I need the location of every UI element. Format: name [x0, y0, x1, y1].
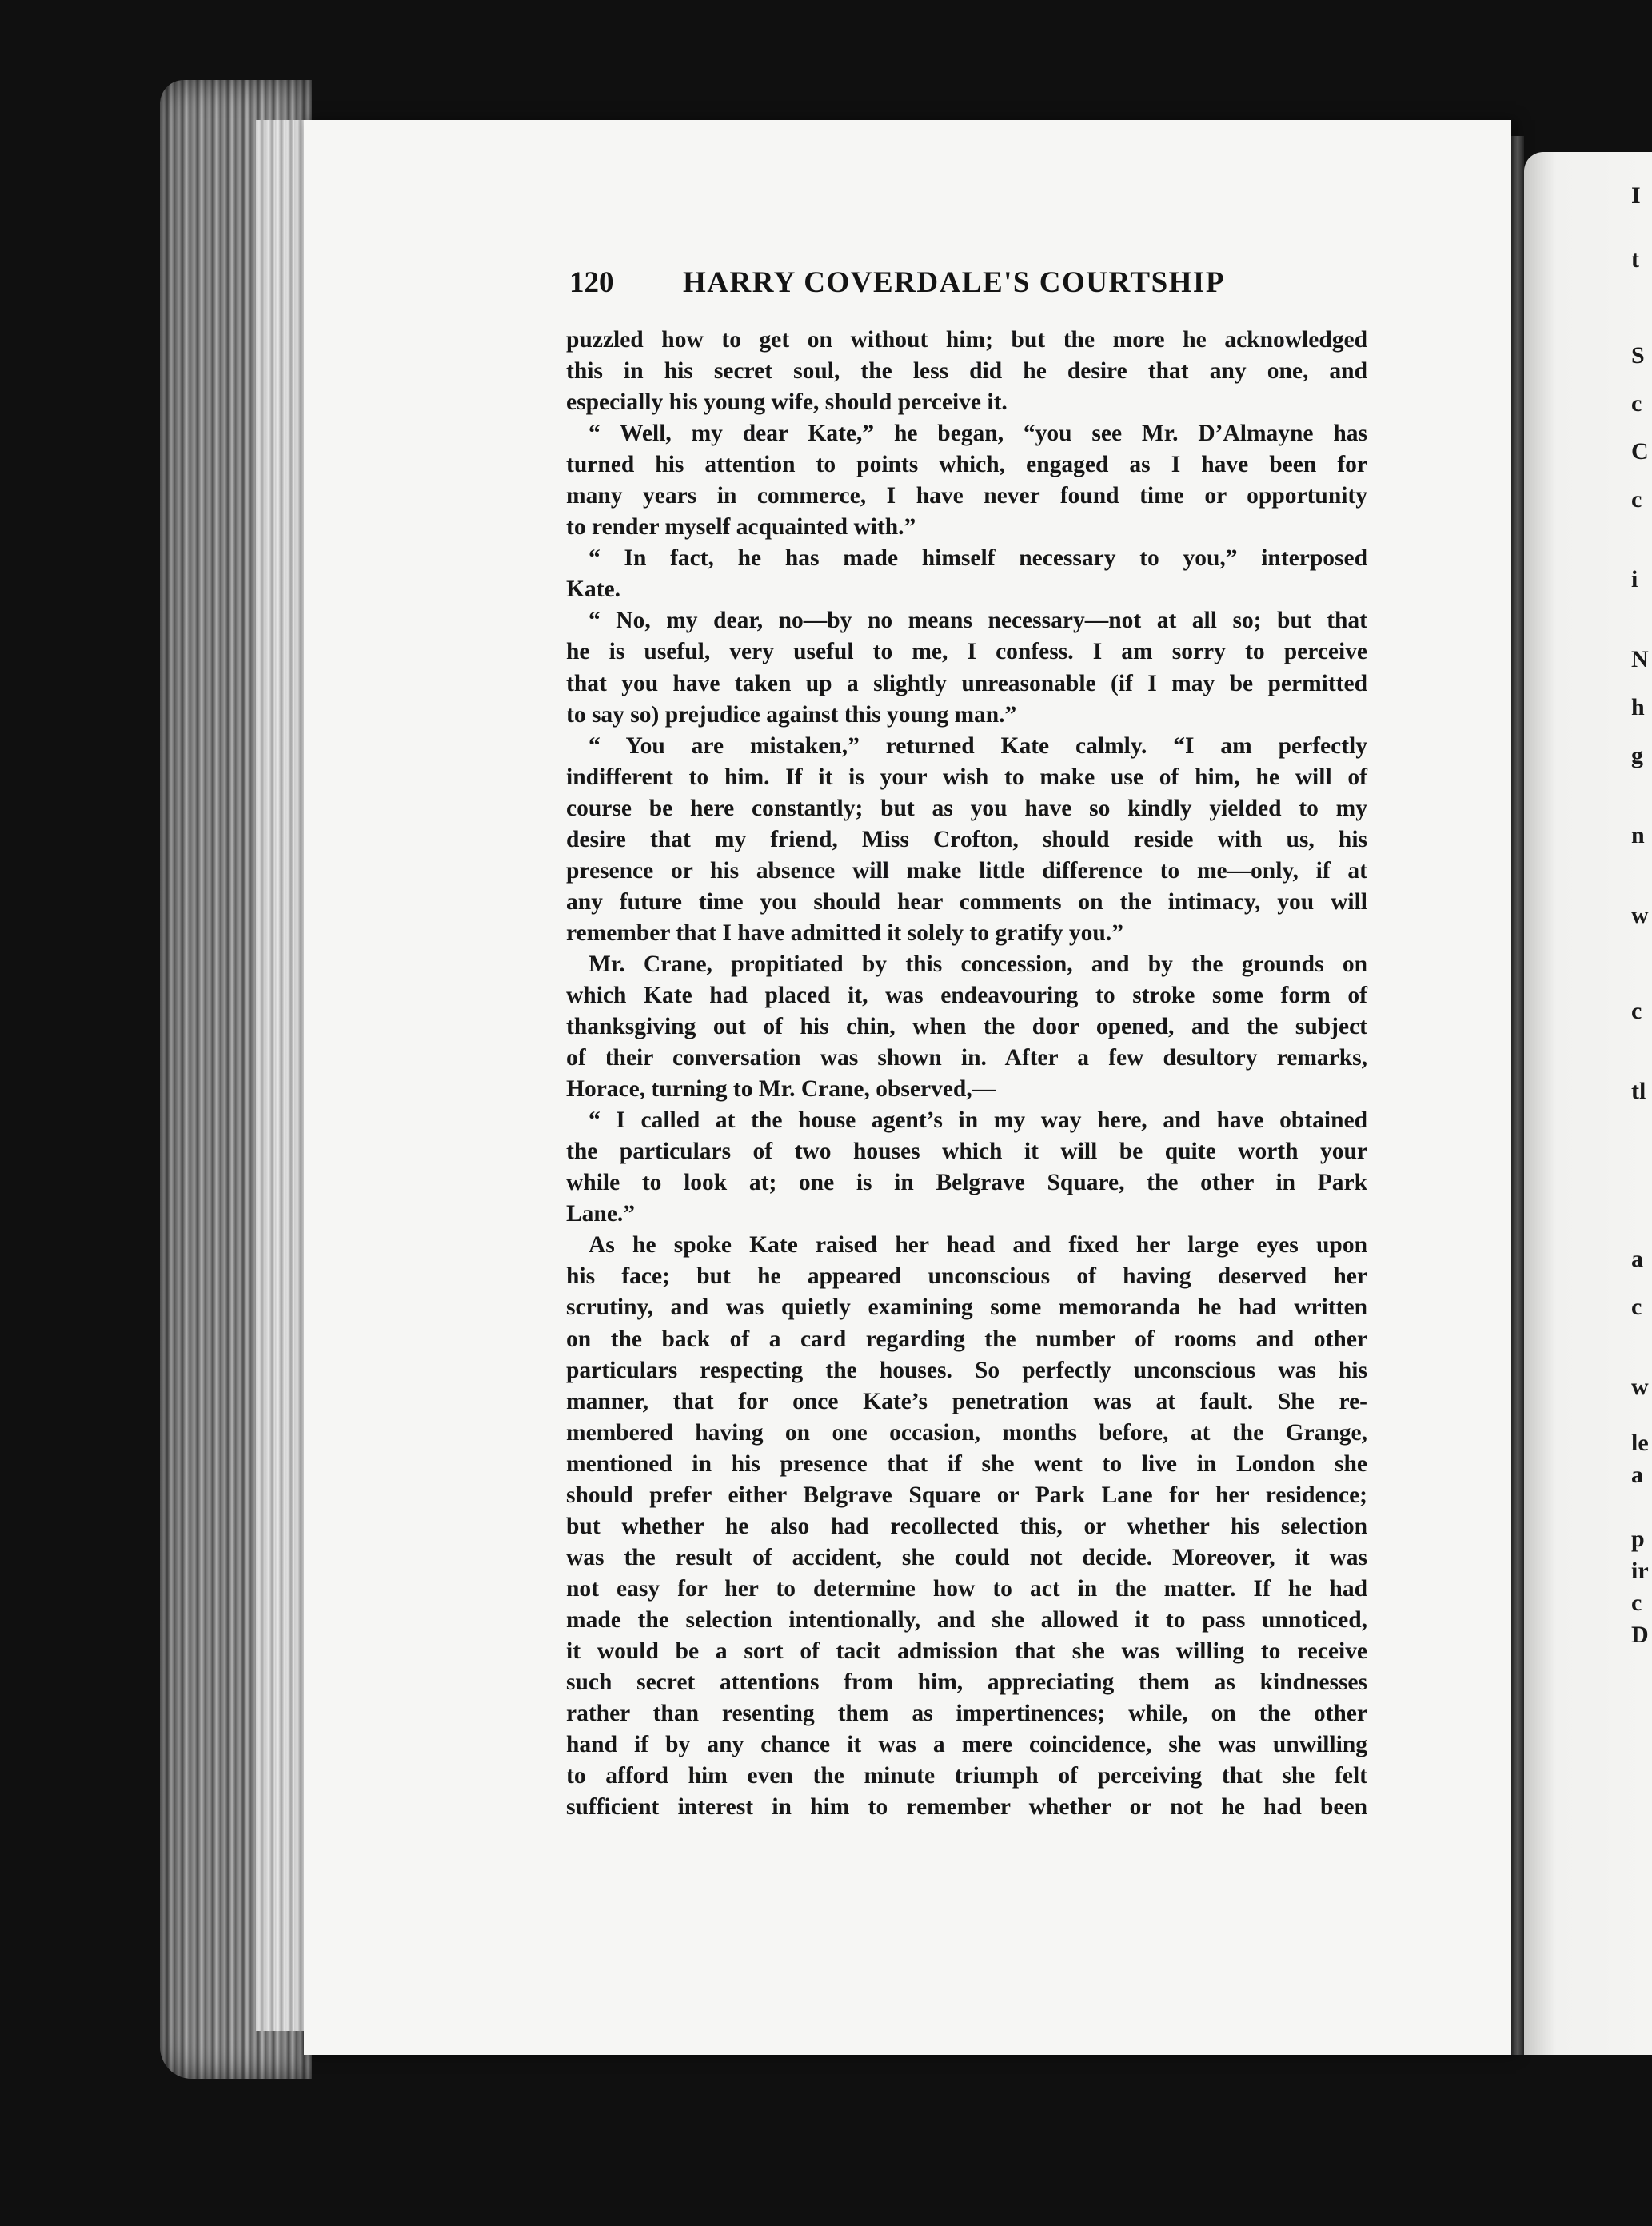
text-line: “ You are mistaken,” returned Kate calmly. “I am perfectly [589, 732, 1367, 759]
text-line: As he spoke Kate raised her head and fixed her large eyes upon [589, 1232, 1367, 1259]
text-line: “ No, my dear, no—by no means necessary—not at all so; but that [589, 608, 1367, 634]
facing-page-fragment: le [1631, 1430, 1649, 1456]
facing-page-fragment: c [1631, 998, 1642, 1024]
text-line: to render myself acquainted with.” [566, 514, 916, 541]
text-line: such secret attentions from him, appreciating them as kindnesses [566, 1670, 1367, 1696]
text-line: hand if by any chance it was a mere coincidence, she was unwilling [566, 1732, 1367, 1758]
text-line: turned his attention to points which, engaged as I have been for [566, 452, 1367, 478]
facing-page-fragment: C [1631, 438, 1649, 465]
text-line: it would be a sort of tacit admission that she was willing to receive [566, 1638, 1367, 1664]
facing-page-fragment: c [1631, 390, 1642, 417]
text-line: Horace, turning to Mr. Crane, observed,— [566, 1076, 996, 1103]
text-line: “ Well, my dear Kate,” he began, “you see Mr. D’Almayne has [589, 421, 1367, 447]
facing-page-fragment: ir [1631, 1558, 1649, 1584]
facing-page-fragment: w [1631, 1374, 1649, 1400]
facing-page-fragment: a [1631, 1246, 1643, 1272]
text-line: to afford him even the minute triumph of perceiving that she felt [566, 1763, 1367, 1789]
text-line: Lane.” [566, 1201, 636, 1227]
book-page-edges-inner [256, 120, 304, 2031]
text-line: of their conversation was shown in. After a few desultory remarks, [566, 1045, 1367, 1071]
text-line: to say so) prejudice against this young man.” [566, 701, 1017, 728]
text-line: Kate. [566, 576, 620, 603]
text-line: desire that my friend, Miss Crofton, should reside with us, his [566, 826, 1367, 852]
text-line: “ In fact, he has made himself necessary to you,” interposed [589, 545, 1367, 572]
text-line: any future time you should hear comments on the intimacy, you will [566, 888, 1367, 915]
text-line: he is useful, very useful to me, I confess. I am sorry to perceive [566, 639, 1367, 665]
facing-page-fragment: g [1631, 742, 1643, 768]
text-line: that you have taken up a slightly unreasonable (if I may be permitted [566, 670, 1367, 696]
facing-page-fragment: c [1631, 486, 1642, 513]
text-line: Mr. Crane, propitiated by this concession, and by the grounds on [589, 951, 1367, 977]
text-line: especially his young wife, should perceive it. [566, 389, 1008, 416]
facing-page-fragment: c [1631, 1294, 1642, 1320]
facing-page-fragment: S [1631, 342, 1645, 369]
text-line: sufficient interest in him to remember whether or not he had been [566, 1794, 1367, 1821]
text-line: made the selection intentionally, and she allowed it to pass unnoticed, [566, 1606, 1367, 1633]
book-gutter [1511, 136, 1524, 2055]
text-line: this in his secret soul, the less did he desire that any one, and [566, 358, 1367, 385]
text-line: particulars respecting the houses. So perfectly unconscious was his [566, 1357, 1367, 1383]
text-line: “ I called at the house agent’s in my way here, and have obtained [589, 1107, 1367, 1134]
text-line: manner, that for once Kate’s penetration was at fault. She re- [566, 1388, 1367, 1414]
text-line: membered having on one occasion, months before, at the Grange, [566, 1419, 1367, 1446]
text-line: scrutiny, and was quietly examining some memoranda he had written [566, 1295, 1367, 1321]
running-head-title: HARRY COVERDALE'S COURTSHIP [683, 266, 1225, 299]
text-line: was the result of accident, she could not decide. Moreover, it was [566, 1544, 1367, 1570]
facing-page [1524, 152, 1652, 2055]
facing-page-fragment: D [1631, 1622, 1649, 1648]
facing-page-fragment: c [1631, 1590, 1642, 1616]
text-line: his face; but he appeared unconscious of having deserved her [566, 1263, 1367, 1290]
text-line: puzzled how to get on without him; but the more he acknowledged [566, 327, 1367, 353]
text-line: the particulars of two houses which it will be quite worth your [566, 1139, 1367, 1165]
text-line: should prefer either Belgrave Square or Park Lane for her residence; [566, 1482, 1367, 1508]
text-line: thanksgiving out of his chin, when the door opened, and the subject [566, 1014, 1367, 1040]
facing-page-fragment: N [1631, 646, 1649, 672]
page-number: 120 [569, 266, 614, 299]
text-line: on the back of a card regarding the number of rooms and other [566, 1326, 1367, 1352]
text-line: but whether he also had recollected this, or whether his selection [566, 1513, 1367, 1539]
facing-page-fragment: h [1631, 694, 1645, 720]
running-header [569, 265, 1371, 305]
text-line: rather than resenting them as impertinences; while, on the other [566, 1701, 1367, 1727]
text-line: indifferent to him. If it is your wish to make use of him, he will of [566, 764, 1367, 790]
facing-page-fragment: t [1631, 246, 1639, 273]
text-line: not easy for her to determine how to act in the matter. If he had [566, 1575, 1367, 1602]
body-text [566, 325, 1367, 1823]
facing-page-fragment: i [1631, 566, 1638, 592]
facing-page-fragment: n [1631, 822, 1645, 848]
text-line: while to look at; one is in Belgrave Square, the other in Park [566, 1170, 1367, 1196]
facing-page-fragment: I [1631, 182, 1641, 209]
text-line: mentioned in his presence that if she went to live in London she [566, 1450, 1367, 1477]
text-line: remember that I have admitted it solely to gratify you.” [566, 920, 1123, 946]
text-line: presence or his absence will make little difference to me—only, if at [566, 857, 1367, 884]
facing-page-fragment: a [1631, 1462, 1643, 1488]
text-line: which Kate had placed it, was endeavouring to stroke some form of [566, 982, 1367, 1008]
facing-page-fragment: tl [1631, 1078, 1646, 1104]
facing-page-fragment: w [1631, 902, 1649, 928]
text-line: many years in commerce, I have never found time or opportunity [566, 483, 1367, 509]
facing-page-fragment: p [1631, 1526, 1645, 1552]
text-line: course be here constantly; but as you have so kindly yielded to my [566, 795, 1367, 821]
